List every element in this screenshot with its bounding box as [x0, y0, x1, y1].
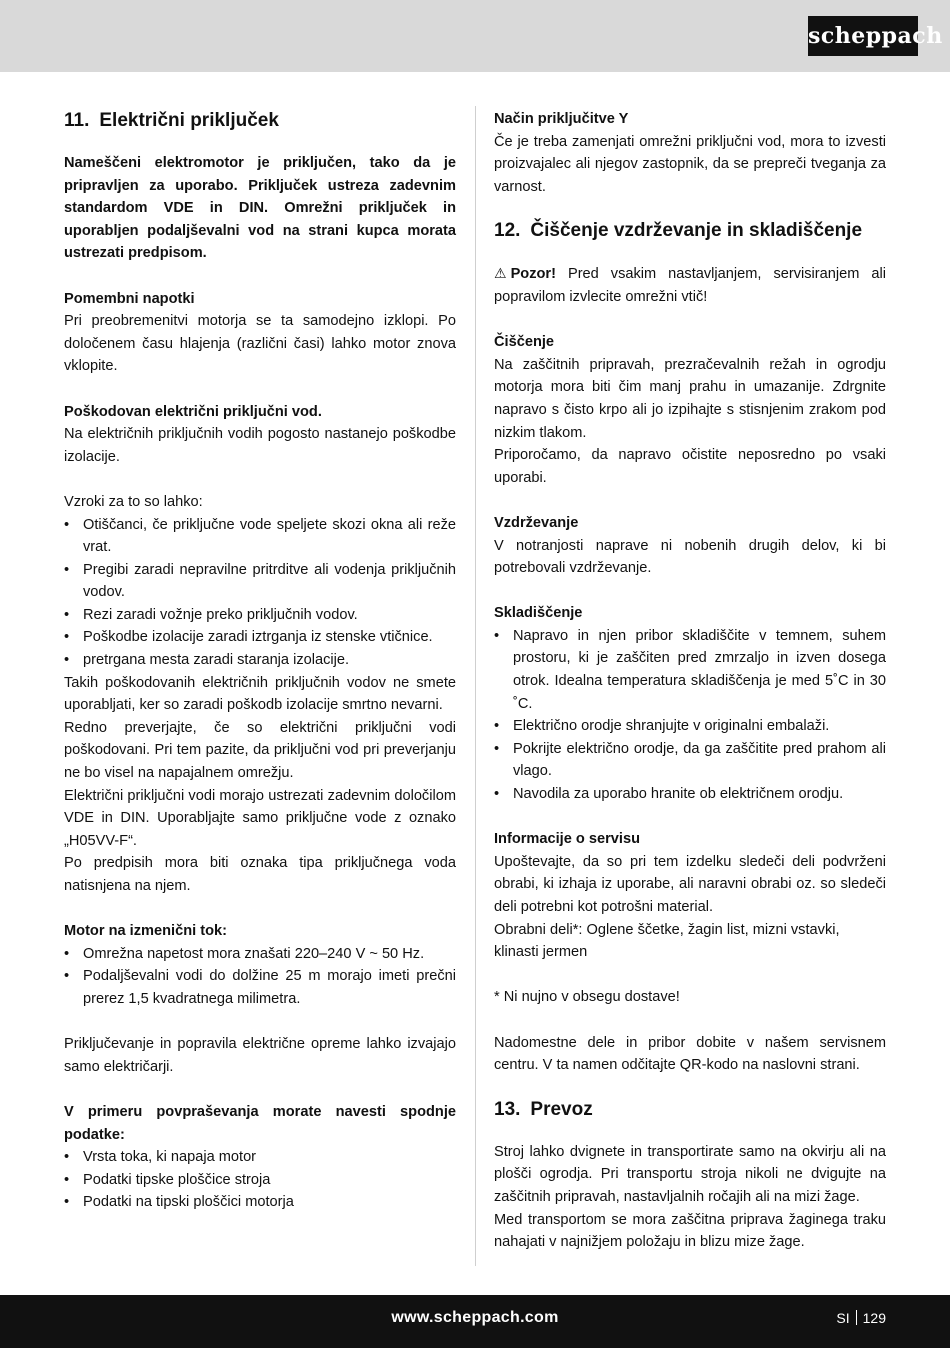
page-number	[836, 1310, 886, 1326]
list-item: • Električno orodje shranjujte v originalni embalaži.	[494, 715, 886, 738]
list-item: • Pregibi zaradi nepravilne pritrditve ali vodenja priključnih vodov.	[64, 559, 456, 604]
section-title-text: Prevoz	[530, 1098, 593, 1120]
causes-list	[64, 514, 456, 672]
causes	[64, 491, 456, 898]
list-item: • Navodila za uporabo hranite ob električnem orodju.	[494, 783, 886, 806]
page-number-value: 129	[862, 1310, 886, 1326]
important-text: Pri preobremenitvi motorja se ta samodejno izklopi. Po določenem času hlajenja (različni časi) lahko motor znova vklopite.	[64, 313, 456, 375]
right-column	[494, 108, 886, 1254]
list-item: • Podatki tipske ploščice stroja	[64, 1169, 456, 1192]
service-text: Obrabni deli*: Oglene ščetke, žagin list, mizni vstavki, klinasti jermen	[494, 921, 840, 961]
storage-list	[494, 625, 886, 806]
transport-text: Med transportom se mora zaščitna priprava žaginega traku nahajati v najnižjem položaju in blizu mize žage.	[494, 1211, 886, 1251]
service-text: Upoštevajte, da so pri tem izdelku sledeči deli podvrženi obrabi, ki izhaja iz uporabe, ali naravni obrabi oz. so sledeči deli potrebni kot potrošni material.	[494, 853, 886, 915]
list-item: • Vrsta toka, ki napaja motor	[64, 1146, 456, 1169]
header-band	[0, 0, 950, 72]
important-notes	[64, 288, 456, 378]
cleaning-text: Priporočamo, da napravo očistite neposredno po vsaki uporabi.	[494, 447, 886, 486]
list-item: • Rezi zaradi vožnje preko priključnih vodov.	[64, 604, 456, 627]
connection-y	[494, 108, 886, 198]
service-note: * Ni nujno v obsegu dostave!	[494, 989, 680, 1006]
maintenance	[494, 512, 886, 580]
motor-list	[64, 943, 456, 1011]
section-number: 13.	[494, 1098, 521, 1120]
warning-paragraph	[494, 262, 886, 308]
footer-separator	[856, 1310, 857, 1325]
list-item: • Omrežna napetost mora znašati 220–240 V ~ 50 Hz.	[64, 943, 456, 966]
service-info	[494, 828, 886, 1077]
section-title-text: Čiščenje vzdrževanje in skladiščenje	[530, 220, 863, 242]
scheppach-logo: scheppach	[808, 16, 918, 56]
section-12-title	[494, 218, 886, 244]
list-item: • Pokrijte električno orodje, da ga zaščitite pred prahom ali vlago.	[494, 738, 886, 783]
connection-y-heading: Način priključitve Y	[494, 111, 629, 127]
inquiry-list	[64, 1146, 456, 1214]
motor-heading: Motor na izmenični tok:	[64, 923, 227, 940]
warning-triangle-icon: ⚠	[494, 265, 507, 282]
connection-y-text: Če je treba zamenjati omrežni priključni vod, mora to izvesti proizvajalec ali njegov zastopnik, da se prepreči tveganja za varnost.	[494, 133, 886, 195]
left-column	[64, 108, 456, 1214]
electricians-paragraph: Priključevanje in popravila električne opreme lahko izvajajo samo električarji.	[64, 1036, 456, 1075]
section-13-title	[494, 1097, 886, 1123]
section-number: 11.	[64, 110, 90, 131]
list-item: • Poškodbe izolacije zaradi iztrganja iz stenske vtičnice.	[64, 626, 456, 649]
section-number: 12.	[494, 220, 521, 242]
paragraph: Po predpisih mora biti oznaka tipa priključnega voda natisnjena na njem.	[64, 855, 456, 894]
intro-paragraph: Nameščeni elektromotor je priključen, tako da je pripravljen za uporabo. Priključek ustreza zadevnim standardom VDE in DIN. Omrežni priključek in uporabljen podaljševalni vod na strani kupca morata ustrezati predpisom.	[64, 155, 456, 262]
inquiry	[64, 1101, 456, 1214]
storage	[494, 602, 886, 805]
warning-label: Pozor!	[510, 266, 556, 283]
inquiry-heading: V primeru povpraševanja morate navesti spodnje podatke:	[64, 1103, 456, 1143]
motor-ac	[64, 920, 456, 1010]
section-11-title	[64, 108, 456, 134]
cleaning-text: Na zaščitnih pripravah, prezračevalnih režah in ogrodju motorja mora biti čim manj prahu in umazanije. Zdrgnite napravo s čisto krpo ali jo izpihajte s stisnjenim zrakom pod nizkim tlakom.	[494, 356, 886, 441]
paragraph: Takih poškodovanih električnih priključnih vodov ne smete uporabljati, ker so zaradi poškodb izolacije smrtno nevarni.	[64, 674, 456, 714]
language-code: SI	[836, 1310, 850, 1326]
list-item: • Podaljševalni vodi do dolžine 25 m morajo imeti prečni prerez 1,5 kvadratnega milimetra.	[64, 965, 456, 1010]
footer	[0, 1295, 950, 1348]
maintenance-text: V notranjosti naprave ni nobenih drugih delov, ki bi potrebovali vzdrževanje.	[494, 537, 886, 577]
damaged-cable	[64, 401, 456, 469]
list-item: • Podatki na tipski ploščici motorja	[64, 1191, 456, 1214]
list-item: • Napravo in njen pribor skladiščite v temnem, suhem prostoru, ki je zaščiten pred zmrzaljo in izven dosega otrok. Idealna temperatura skladiščenja je med 5˚C in 30 ˚C.	[494, 625, 886, 715]
damaged-heading: Poškodovan električni priključni vod.	[64, 403, 322, 420]
cleaning-heading: Čiščenje	[494, 334, 555, 351]
column-divider	[475, 106, 476, 1266]
important-heading: Pomembni napotki	[64, 290, 195, 307]
causes-intro: Vzroki za to so lahko:	[64, 493, 203, 510]
footer-url[interactable]: www.scheppach.com	[391, 1309, 559, 1326]
storage-heading: Skladiščenje	[494, 605, 583, 622]
service-heading: Informacije o servisu	[494, 831, 640, 848]
cleaning	[494, 331, 886, 489]
warning-text: Pred vsakim nastavljanjem, servisiranjem ali popravilom izvlecite omrežni vtič!	[494, 266, 886, 305]
damaged-text: Na električnih priključnih vodih pogosto nastanejo poškodbe izolacije.	[64, 426, 456, 465]
spare-parts-text: Nadomestne dele in pribor dobite v našem servisnem centru. V ta namen odčitajte QR-kodo na naslovni strani.	[494, 1034, 886, 1074]
transport-text: Stroj lahko dvignete in transportirate samo na okvirju ali na plošči ogrodja. Pri transportu stroja nikoli ne dvigujte na zaščitnih pripravah, nastavljalnih ročajih ali na mizi žage.	[494, 1143, 886, 1205]
list-item: • pretrgana mesta zaradi staranja izolacije.	[64, 649, 456, 672]
list-item: • Otiščanci, če priključne vode speljete skozi okna ali reže vrat.	[64, 514, 456, 559]
paragraph: Redno preverjajte, če so električni priključni vodi poškodovani. Pri tem pazite, da priključni vod pri preverjanju ne bo visel na napajalnem omrežju.	[64, 719, 456, 782]
paragraph: Električni priključni vodi morajo ustrezati zadevnim določilom VDE in DIN. Uporabljajte samo priključne vode z oznako „H05VV-F“.	[64, 787, 456, 849]
maintenance-heading: Vzdrževanje	[494, 514, 579, 531]
section-title-text: Električni priključek	[99, 110, 279, 131]
